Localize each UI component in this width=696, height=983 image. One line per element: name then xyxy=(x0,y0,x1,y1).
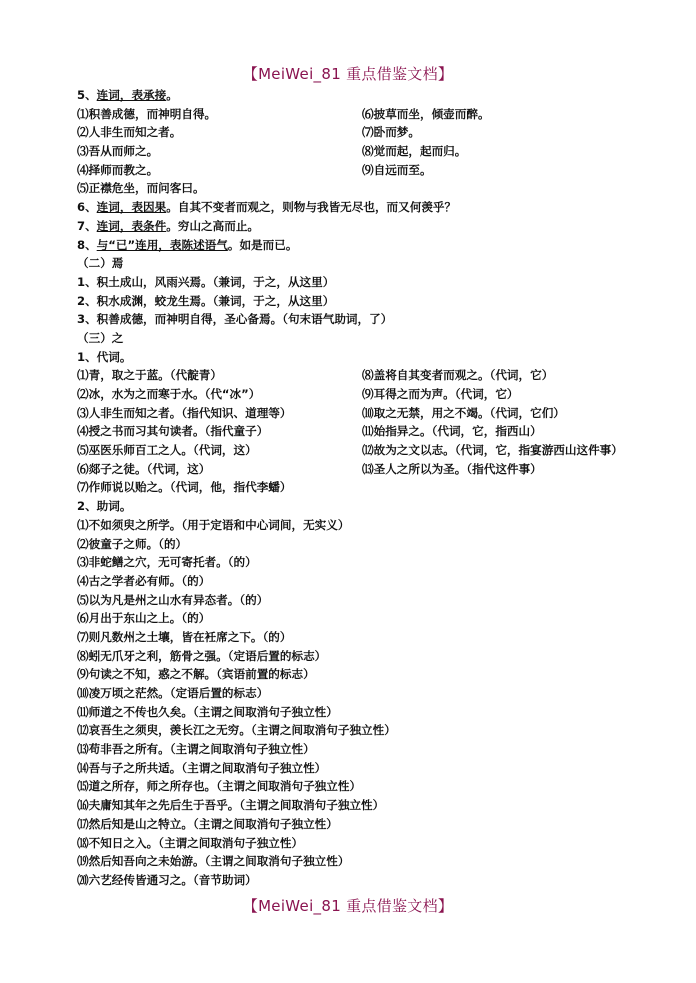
zhi-part1-right-column xyxy=(362,366,667,497)
yan-item: 3、积善成德，而神明自得，圣心备焉。（句末语气助词，了） xyxy=(77,312,393,327)
example-item: ⑶吾从而师之。 xyxy=(77,144,159,159)
example-item: ⒁吾与子之所共适。（主谓之间取消句子独立性） xyxy=(77,760,327,775)
section-6-label: 连词，表因果 xyxy=(96,200,167,215)
example-item: ⒅不知日之入。（主谓之间取消句子独立性） xyxy=(77,835,304,850)
example-item: ⑻盖将自其变者而观之。（代词，它） xyxy=(362,368,554,383)
section-5-num: 5、 xyxy=(77,88,97,102)
section-7-line xyxy=(77,217,667,236)
zhi-part1-examples xyxy=(77,366,667,497)
example-item: ⒇六艺经传皆通习之。（音节助词） xyxy=(77,872,257,887)
section-6-line xyxy=(77,198,667,217)
example-item: ⑷授之书而习其句读者。（指代童子） xyxy=(77,424,269,439)
example-item: ⑵人非生而知之者。 xyxy=(77,125,182,140)
example-item: ⑼自远而至。 xyxy=(362,162,432,177)
example-item: ⑼耳得之而为声。（代词，它） xyxy=(362,387,519,401)
page-footer-watermark: 【MeiWei_81 重点借鉴文档】 xyxy=(242,897,454,915)
section-8-num: 8、 xyxy=(77,237,97,252)
example-item: ⑹月出于东山之上。（的） xyxy=(77,611,211,626)
example-item: ⑽凌万顷之茫然。（定语后置的标志） xyxy=(77,686,269,700)
example-item: ⑻觉而起，起而归。 xyxy=(362,144,467,159)
example-item: ⑶人非生而知之者。（指代知识、道理等） xyxy=(77,405,292,420)
example-item: ⑿故为之文以志。（代词，它，指宴游西山这件事） xyxy=(362,443,623,458)
example-item: ⑷择师而教之。 xyxy=(77,162,159,177)
page-header-watermark: 【MeiWei_81 重点借鉴文档】 xyxy=(242,65,454,83)
example-item: ⑼句读之不知，惑之不解。（宾语前置的标志） xyxy=(77,667,315,682)
example-item: ⑸正襟危坐，而问客曰。 xyxy=(77,181,205,196)
section-5-examples xyxy=(77,105,667,198)
yan-section-title: （二）焉 xyxy=(77,256,124,271)
zhi-part1-title: 1、代词。 xyxy=(77,349,132,364)
example-item: ⑺则凡数州之土壤，皆在衽席之下。（的） xyxy=(77,629,292,644)
example-item: ⑷古之学者必有师。（的） xyxy=(77,573,211,588)
example-item: ⑺卧而梦。 xyxy=(362,125,420,140)
example-item: ⒀苟非吾之所有。（主谓之间取消句子独立性） xyxy=(77,742,315,757)
example-item: ⑿哀吾生之须臾，羡长江之无穷。（主谓之间取消句子独立性） xyxy=(77,723,396,738)
example-item: ⑻蚓无爪牙之利，筋骨之强。（定语后置的标志） xyxy=(77,648,327,663)
zhi-section-title: （三）之 xyxy=(77,330,124,345)
section-7-example: 。穷山之高而止。 xyxy=(166,218,260,233)
section-5-label: 连词，表承接 xyxy=(96,88,167,102)
example-item: ⑵彼童子之师。（的） xyxy=(77,536,188,551)
example-item: ⑹郯子之徒。（代词，这） xyxy=(77,461,211,476)
section-8-example: 。如是而已。 xyxy=(227,237,298,252)
section-7-num: 7、 xyxy=(77,218,97,233)
example-item: ⑸巫医乐师百工之人。（代词，这） xyxy=(77,443,257,458)
section-6-example: 。自其不变者而观之，则物与我皆无尽也，而又何羡乎？ xyxy=(166,200,457,215)
zhi-part1-left-column xyxy=(77,366,362,497)
example-item: ⒃夫庸知其年之先后生于吾乎。（主谓之间取消句子独立性） xyxy=(77,798,385,813)
example-item: ⒀圣人之所以为圣。（指代这件事） xyxy=(362,461,542,476)
example-item: ⑸以为凡是州之山水有异态者。（的） xyxy=(77,592,269,607)
section-5-heading xyxy=(77,86,667,105)
section-5-right-column xyxy=(362,105,667,198)
example-item: ⒄然后知是山之特立。（主谓之间取消句子独立性） xyxy=(77,816,338,831)
example-item: ⑺作师说以贻之。（代词，他，指代李蟠） xyxy=(77,480,292,495)
example-item: ⒆然后知吾向之未始游。（主谓之间取消句子独立性） xyxy=(77,854,350,869)
yan-item: 2、积水成渊，蛟龙生焉。（兼词，于之，从这里） xyxy=(77,293,335,308)
example-item: ⑴青，取之于蓝。（代靛青） xyxy=(77,368,222,383)
section-5-left-column xyxy=(77,105,362,198)
section-5-end: 。 xyxy=(166,88,178,102)
example-item: ⑾师道之不传也久矣。（主谓之间取消句子独立性） xyxy=(77,704,338,719)
document-body xyxy=(77,86,667,890)
section-6-num: 6、 xyxy=(77,200,97,215)
example-item: ⑽取之无禁，用之不竭。（代词，它们） xyxy=(362,405,565,420)
example-item: ⑹披草而坐，倾壶而醉。 xyxy=(362,106,490,121)
example-item: ⑶非蛇鳝之穴，无可寄托者。（的） xyxy=(77,555,257,570)
section-7-label: 连词，表条件 xyxy=(96,218,167,233)
example-item: ⑴不如须臾之所学。（用于定语和中心词间，无实义） xyxy=(77,517,350,532)
zhi-part2-list xyxy=(77,516,667,890)
example-item: ⑾始指异之。（代词，它，指西山） xyxy=(362,424,542,439)
zhi-part2-title: 2、助词。 xyxy=(77,499,132,514)
example-item: ⒂道之所存，师之所存也。（主谓之间取消句子独立性） xyxy=(77,779,362,794)
example-item: ⑵冰，水为之而寒于水。（代“冰”） xyxy=(77,387,261,401)
example-item: ⑴积善成德，而神明自得。 xyxy=(77,106,217,121)
section-8-line xyxy=(77,236,667,255)
yan-item: 1、积土成山，风雨兴焉。（兼词，于之，从这里） xyxy=(77,274,335,289)
section-8-label: 与“已”连用，表陈述语气 xyxy=(96,237,228,252)
